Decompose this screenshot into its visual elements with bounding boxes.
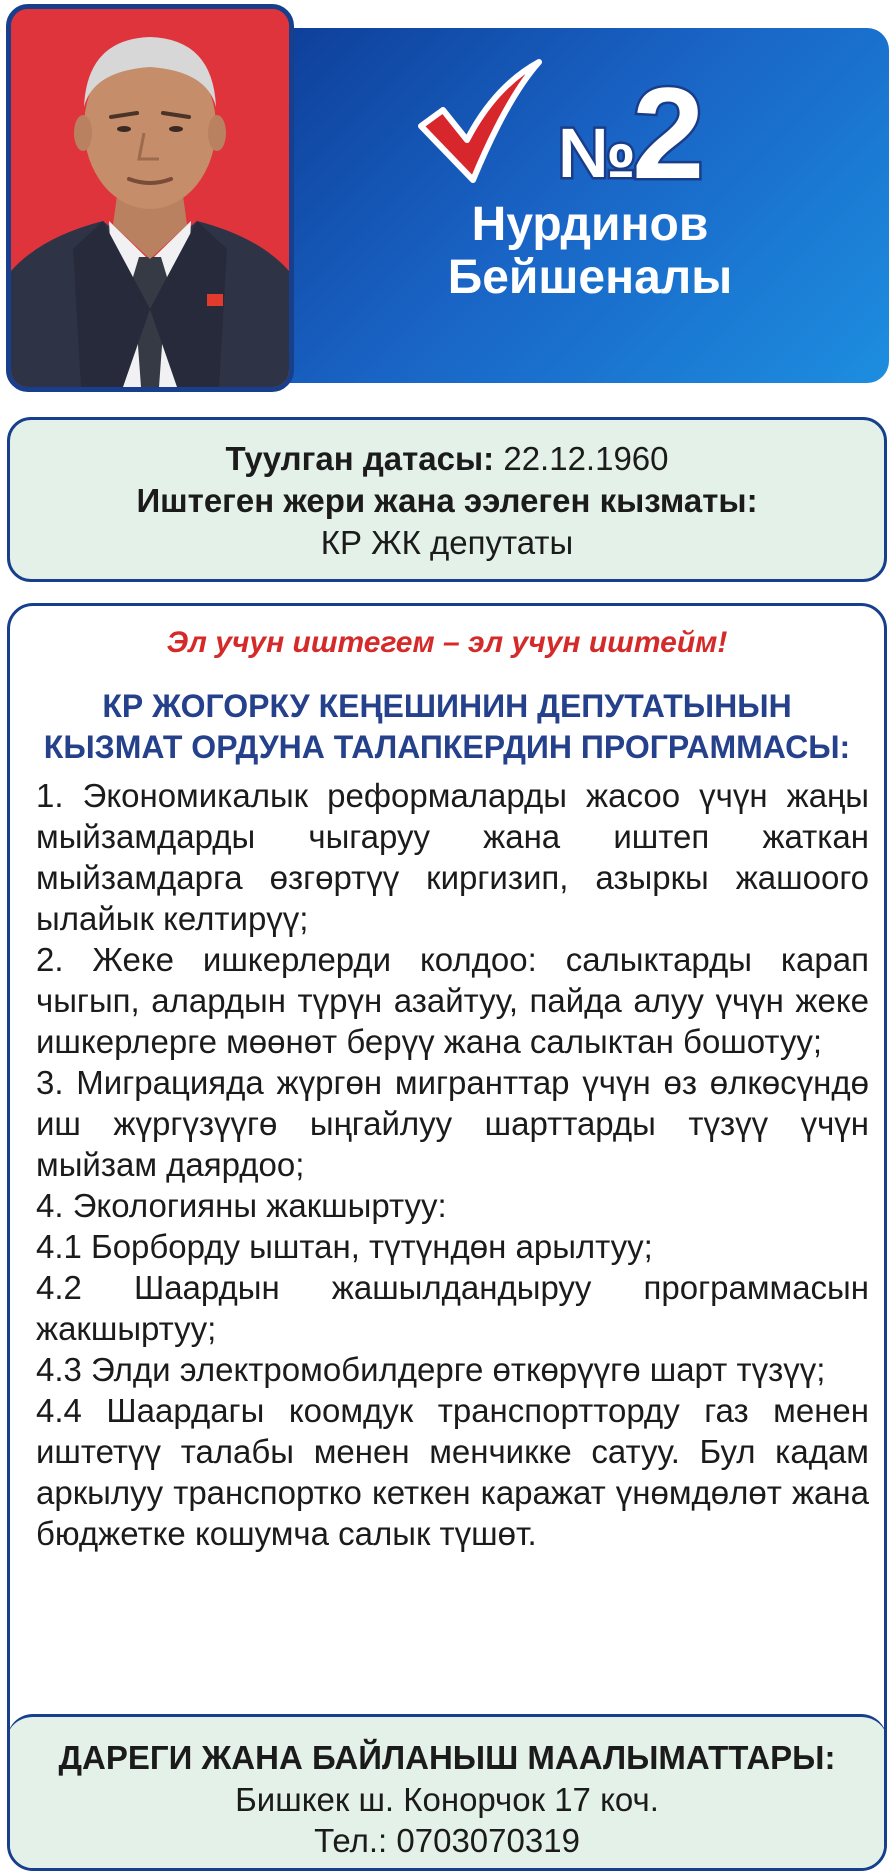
checkmark-icon xyxy=(415,58,545,183)
number-value: 2 xyxy=(632,60,705,206)
candidate-number xyxy=(558,58,705,206)
slogan: Эл учун иштегем – эл учун иштейм! xyxy=(166,626,728,659)
job-value: КР ЖК депутаты xyxy=(320,524,574,561)
program-item: 2. Жеке ишкерлерди колдоо: салыктарды карап чыгып, алардын түрүн азайтуу, пайда алуу үчүн жеке ишкерлерге мөөнөт берүү жана салыктан бошотуу; xyxy=(36,941,869,1060)
birth-label: Туулган датасы: xyxy=(225,440,495,477)
birth-value: 22.12.1960 xyxy=(503,440,669,477)
job-label: Иштеген жери жана ээлеген кызматы: xyxy=(136,482,758,519)
program-item: 1. Экономикалык реформаларды жасоо үчүн жаңы мыйзамдарды чыгаруу жана иштеп жаткан мыйзамдарга өзгөртүү киргизип, азыркы жашоого ылайык келтирүү; xyxy=(36,777,869,937)
program-title xyxy=(10,686,884,768)
program-item: 4.4 Шаардагы коомдук транспортторду газ менен иштетүү талабы менен менчикке сатуу. Бул кадам аркылуу транспортко кеткен каражат үнөмдөлөт жана бюджетке кошумча салык түшөт. xyxy=(36,1392,869,1552)
number-sign: № xyxy=(558,114,633,192)
contact-address: Бишкек ш. Конорчок 17 коч. xyxy=(235,1781,659,1818)
program-item: 4.3 Элди электромобилдерге өткөрүүгө шарт түзүү; xyxy=(36,1351,826,1388)
candidate-photo xyxy=(6,4,294,392)
program-item: 4.2 Шаардын жашылдандыруу программасын жакшыртуу; xyxy=(36,1269,869,1347)
program-item: 4. Экологияны жакшыртуу: xyxy=(36,1187,447,1224)
program-title-line: КЫЗМАТ ОРДУНА ТАЛАПКЕРДИН ПРОГРАММАСЫ: xyxy=(43,729,851,765)
birth-line xyxy=(10,438,884,480)
program-title-line: КР ЖОГОРКУ КЕҢЕШИНИН ДЕПУТАТЫНЫН xyxy=(102,688,792,724)
contact-box xyxy=(7,1714,887,1871)
info-box xyxy=(7,417,887,582)
candidate-portrait xyxy=(11,9,289,387)
program-list xyxy=(36,775,869,1554)
candidate-surname: Нурдинов xyxy=(471,198,709,251)
contact-title: ДАРЕГИ ЖАНА БАЙЛАНЫШ МААЛЫМАТТАРЫ: xyxy=(58,1739,836,1776)
candidate-badge xyxy=(415,58,735,208)
program-item: 4.1 Борборду ыштан, түтүндөн арылтуу; xyxy=(36,1228,653,1265)
candidate-name xyxy=(415,198,765,304)
program-box xyxy=(7,603,887,1871)
program-item: 3. Миграцияда жүргөн мигранттар үчүн өз өлкөсүндө иш жүргүзүүгө ыңгайлуу шарттарды түзүү үчүн мыйзам даярдоо; xyxy=(36,1064,869,1183)
candidate-given-name: Бейшеналы xyxy=(447,251,733,304)
contact-phone: Тел.: 0703070319 xyxy=(314,1822,580,1859)
